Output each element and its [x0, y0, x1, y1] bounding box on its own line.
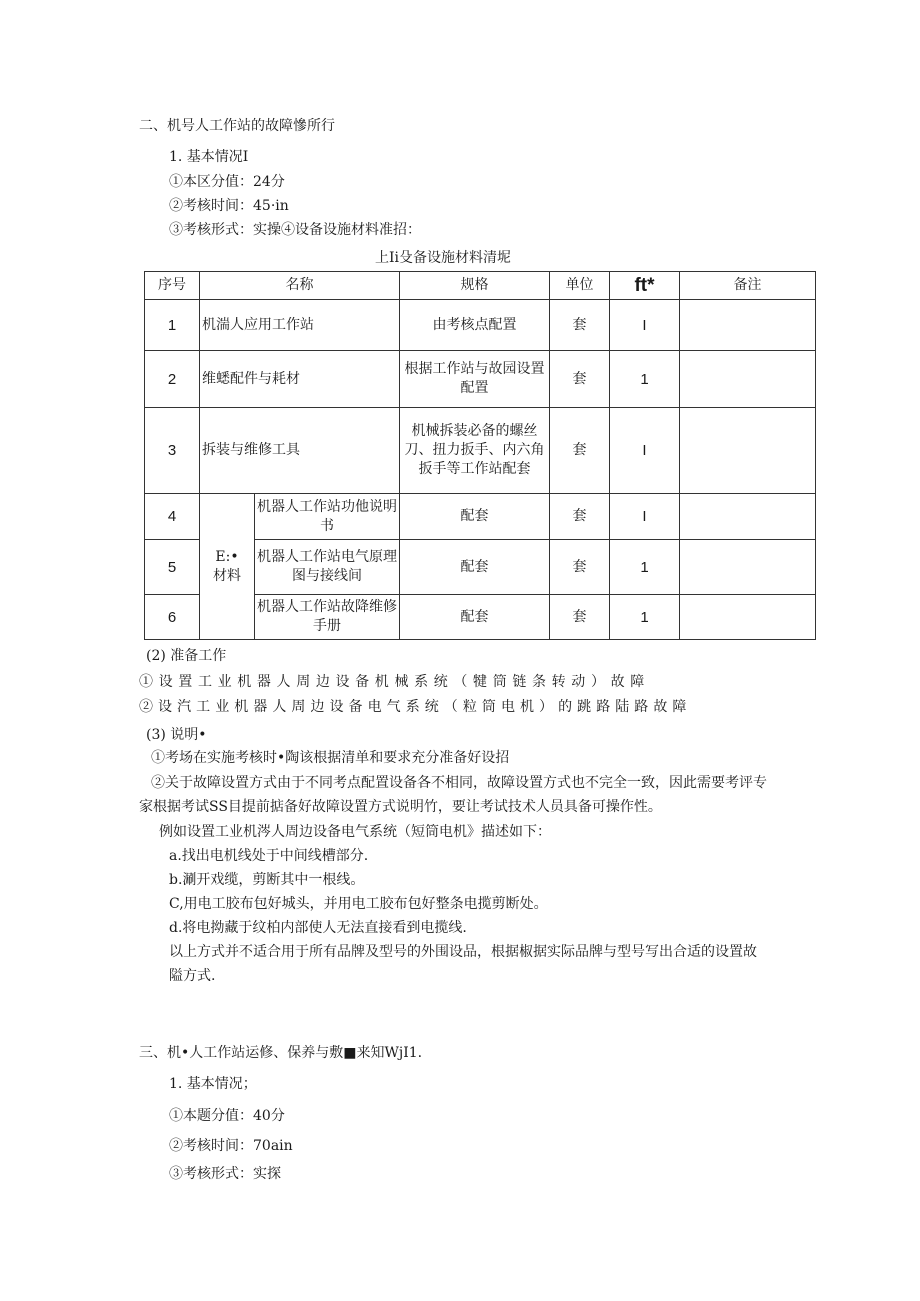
row-no: 2 — [145, 351, 200, 408]
row-note — [680, 300, 816, 351]
table-header-row — [145, 272, 816, 300]
prep-item-2 — [139, 697, 821, 717]
row-note — [680, 494, 816, 540]
prep-item-1 — [139, 672, 821, 692]
notes-title: (3) 说明• — [146, 727, 207, 743]
example-intro: 例如设置工业机涔人周边设备电气系统（短筒电机》描述如下： — [159, 824, 551, 840]
row-spec: 由考核点配置 — [400, 300, 550, 351]
row-qty: I — [610, 300, 680, 351]
row-unit: 套 — [550, 595, 610, 640]
row-spec: 配套 — [400, 595, 550, 640]
note-1: ①考场在实施考核时•陶该根据清单和要求充分准备好设招 — [151, 750, 510, 766]
section-2-basic-info: 1. 基本情况I — [169, 149, 249, 165]
row-name: 机湍人应用工作站 — [200, 300, 400, 351]
section-2-score: ①本区分值：24分 — [169, 174, 285, 190]
row-note — [680, 351, 816, 408]
row-qty: I — [610, 494, 680, 540]
row-qty: 1 — [610, 595, 680, 640]
row-name: 机器人工作站故降维修手册 — [255, 595, 400, 640]
row-spec: 机械拆装必备的螺丝刀、扭力扳手、内六角扳手等工作站配套 — [400, 408, 550, 494]
row-no: 4 — [145, 494, 200, 540]
step-d: d.将电拗藏于纹柏内部使人无法直接看到电揽线. — [169, 920, 467, 936]
header-qty: ft* — [610, 272, 680, 300]
row-note — [680, 408, 816, 494]
table-row — [145, 300, 816, 351]
section-2-heading: 二、机号人工作站的故障慘所行 — [139, 118, 335, 134]
row-unit: 套 — [550, 408, 610, 494]
row-qty: I — [610, 408, 680, 494]
header-spec: 规格 — [400, 272, 550, 300]
group-label-line-1: E:• — [215, 548, 239, 565]
row-no: 3 — [145, 408, 200, 494]
group-cell — [200, 494, 255, 640]
row-name: 机器人工作站功他说明书 — [255, 494, 400, 540]
prep-title: (2) 准备工作 — [146, 648, 227, 664]
row-unit: 套 — [550, 351, 610, 408]
section-2-time: ②考核时间：45·in — [169, 198, 289, 214]
header-note: 备注 — [680, 272, 816, 300]
section-3-score: ①本题分值：40分 — [169, 1108, 285, 1124]
group-label-line-2: 材料 — [213, 567, 241, 584]
header-no: 序号 — [145, 272, 200, 300]
row-note — [680, 540, 816, 595]
section-3-time: ②考核时间：70ain — [169, 1138, 293, 1154]
row-qty: 1 — [610, 351, 680, 408]
row-no: 6 — [145, 595, 200, 640]
note-2-line-1: ②关于故障设置方式由于不同考点配置设备各不相同，故障设置方式也不完全一致，因此需要考评专 — [151, 775, 767, 791]
row-qty: 1 — [610, 540, 680, 595]
step-a: a.找出电机线处于中间线槽部分. — [169, 848, 369, 864]
closing-line-1: 以上方式并不适合用于所有品牌及型号的外围设品，根据椒据实际品牌与型号写出合适的设置故 — [169, 944, 757, 960]
step-c: C,用电工胶布包好城头，并用电工胶布包好整条电揽剪断处。 — [169, 896, 548, 912]
prep-item-1-text: ① 设 置 工 业 机 器 人 周 边 设 备 机 械 系 统 （ 犍 筒 链 条 转 动 ） 故 障 — [139, 674, 645, 690]
header-name: 名称 — [200, 272, 400, 300]
table-row — [145, 408, 816, 494]
section-3-heading: 三、机•人工作站运修、保养与敷■来知WjI1. — [139, 1045, 423, 1061]
note-2-line-2: 家根据考试SS目提前掂备好故障设置方式说明竹，要让考试技术人员具备可操作性。 — [139, 799, 662, 815]
row-name: 拆装与维修工具 — [200, 408, 400, 494]
row-unit: 套 — [550, 300, 610, 351]
row-no: 1 — [145, 300, 200, 351]
row-note — [680, 595, 816, 640]
row-spec: 配套 — [400, 494, 550, 540]
row-name: 维蟋配件与耗材 — [200, 351, 400, 408]
table-title: 上Ii殳备设施材料清坭 — [375, 250, 512, 266]
equipment-table — [144, 271, 816, 640]
step-b: b.涮开戏缆，剪断其中一根线。 — [169, 872, 365, 888]
closing-line-2: 隘方式. — [169, 968, 216, 984]
table-row — [145, 351, 816, 408]
header-unit: 单位 — [550, 272, 610, 300]
section-3-basic-info: 1. 基本情况； — [169, 1076, 257, 1092]
row-unit: 套 — [550, 494, 610, 540]
row-spec: 根据工作站与故园设置配置 — [400, 351, 550, 408]
row-spec: 配套 — [400, 540, 550, 595]
table-row — [145, 494, 816, 540]
row-unit: 套 — [550, 540, 610, 595]
row-name: 机器人工作站电气原理图与接线间 — [255, 540, 400, 595]
section-2-form: ③考核形式：实操④设备设施材料准招： — [169, 222, 421, 238]
section-3-form: ③考核形式：实探 — [169, 1166, 281, 1182]
row-no: 5 — [145, 540, 200, 595]
prep-item-2-text: ② 设 汽 工 业 机 器 人 周 边 设 备 电 气 系 统 （ 粒 筒 电 机 ） 的 跳 路 陆 路 故 障 — [139, 699, 687, 715]
